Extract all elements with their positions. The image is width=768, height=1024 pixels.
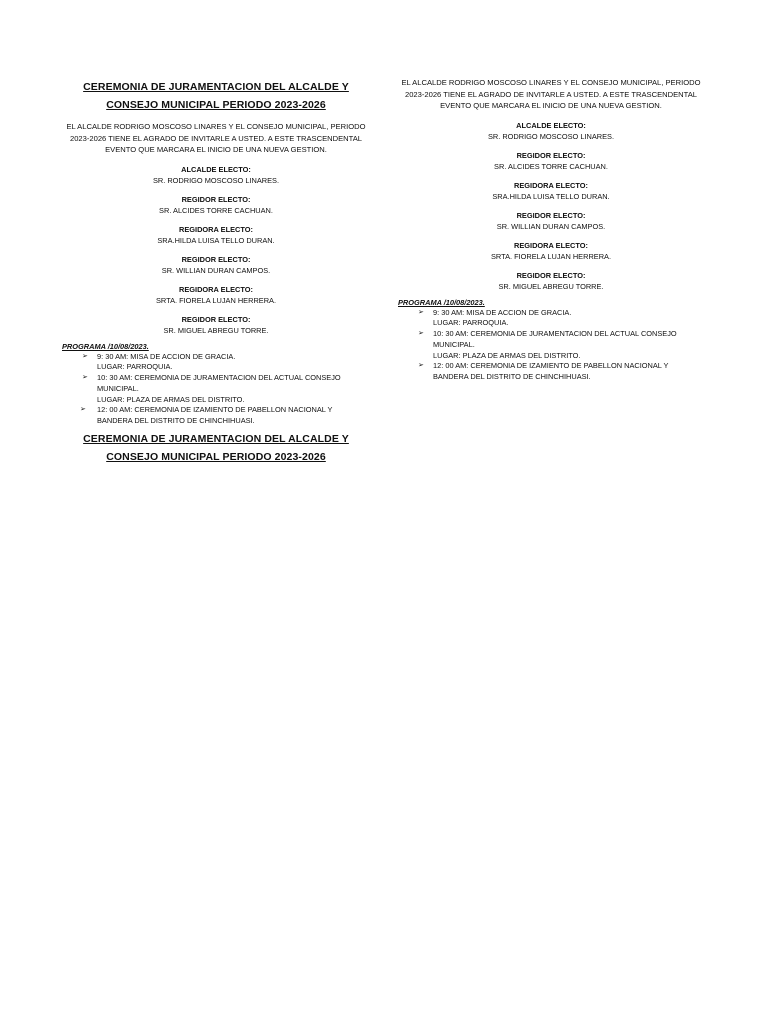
program-item-text-cont: BANDERA DEL DISTRITO DE CHINCHIHUASI. (433, 372, 591, 382)
officer-name: SRA.HILDA LUISA TELLO DURAN. (157, 235, 275, 245)
footer-title-line-2: CONSEJO MUNICIPAL PERIODO 2023-2026 (106, 451, 326, 464)
officer-regidor-3 (398, 270, 704, 292)
program-list (398, 308, 704, 384)
officer-regidora-1 (62, 224, 370, 246)
officer-role: REGIDORA ELECTO: (179, 284, 253, 294)
list-item (398, 308, 704, 330)
program-item-location: LUGAR: PLAZA DE ARMAS DEL DISTRITO. (97, 394, 245, 404)
officer-name: SR. RODRIGO MOSCOSO LINARES. (487, 131, 615, 141)
officer-alcalde (398, 120, 704, 142)
officer-regidora-1 (398, 180, 704, 202)
title-line-2: CONSEJO MUNICIPAL PERIODO 2023-2026 (106, 99, 326, 111)
officer-role: REGIDOR ELECTO: (516, 150, 586, 160)
program-item-text: 10: 30 AM: CEREMONIA DE JURAMENTACION DEL ACTUAL CONSEJO (97, 373, 341, 383)
officer-name: SR. ALCIDES TORRE CACHUAN. (494, 161, 608, 171)
list-item (62, 405, 370, 427)
officer-name: SR. ALCIDES TORRE CACHUAN. (159, 205, 273, 215)
intro-line-1: EL ALCALDE RODRIGO MOSCOSO LINARES Y EL CONSEJO MUNICIPAL, PERIODO (401, 78, 701, 87)
arrowhead-bullet-icon: ➢ (418, 362, 424, 370)
officer-role: REGIDOR ELECTO: (181, 194, 251, 204)
invitation-right-column (398, 0, 704, 383)
officer-role: REGIDORA ELECTO: (514, 180, 588, 190)
invitation-footer-title (62, 430, 370, 466)
program-item-location: LUGAR: PLAZA DE ARMAS DEL DISTRITO. (433, 350, 581, 360)
list-item (398, 329, 704, 361)
invitation-left-column (62, 0, 370, 466)
program-item-text: 10: 30 AM: CEREMONIA DE JURAMENTACION DEL ACTUAL CONSEJO (433, 329, 677, 339)
title-line-1: CEREMONIA DE JURAMENTACION DEL ALCALDE Y (83, 81, 349, 93)
list-item (62, 373, 370, 405)
officer-role: ALCALDE ELECTO: (181, 164, 251, 174)
program-heading: PROGRAMA /10/08/2023. (398, 297, 485, 307)
officer-regidor-1 (398, 150, 704, 172)
program-item-text-cont: MUNICIPAL. (97, 383, 139, 393)
officer-regidora-2 (62, 284, 370, 306)
officer-name: SRTA. FIORELA LUJAN HERRERA. (490, 251, 612, 261)
list-item (398, 361, 704, 383)
officer-name: SR. WILLIAN DURAN CAMPOS. (161, 265, 271, 275)
officer-regidor-3 (62, 314, 370, 336)
arrowhead-bullet-icon: ➢ (418, 308, 424, 316)
officer-name: SR. RODRIGO MOSCOSO LINARES. (152, 175, 280, 185)
program-item-text-cont: MUNICIPAL. (433, 339, 475, 349)
officer-role: REGIDOR ELECTO: (516, 270, 586, 280)
officer-role: REGIDORA ELECTO: (514, 240, 588, 250)
program-heading: PROGRAMA /10/08/2023. (62, 341, 149, 351)
officer-name: SR. MIGUEL ABREGU TORRE. (498, 281, 604, 291)
program-item-location: LUGAR: PARROQUIA. (97, 362, 173, 372)
program-item-text: 9: 30 AM: MISA DE ACCION DE GRACIA. (97, 351, 236, 361)
officer-regidor-2 (62, 254, 370, 276)
officer-role: REGIDOR ELECTO: (181, 314, 251, 324)
invitation-title (62, 78, 370, 114)
officer-role: ALCALDE ELECTO: (516, 120, 586, 130)
officer-name: SRA.HILDA LUISA TELLO DURAN. (492, 191, 610, 201)
invitation-intro (62, 121, 370, 156)
officer-regidor-2 (398, 210, 704, 232)
officer-role: REGIDOR ELECTO: (181, 254, 251, 264)
intro-line-2: 2023-2026 TIENE EL AGRADO DE INVITARLE A USTED. A ESTE TRASCENDENTAL (404, 89, 698, 99)
intro-line-2: 2023-2026 TIENE EL AGRADO DE INVITARLE A USTED. A ESTE TRASCENDENTAL (69, 133, 363, 143)
program-item-text: 9: 30 AM: MISA DE ACCION DE GRACIA. (433, 307, 572, 317)
list-item (62, 352, 370, 374)
footer-title-line-1: CEREMONIA DE JURAMENTACION DEL ALCALDE Y (83, 433, 349, 446)
intro-line-3: EVENTO QUE MARCARA EL INICIO DE UNA NUEVA GESTION. (105, 145, 327, 154)
officer-regidora-2 (398, 240, 704, 262)
program-item-text: 12: 00 AM: CEREMONIA DE IZAMIENTO DE PABELLON NACIONAL Y (97, 405, 333, 415)
officer-role: REGIDORA ELECTO: (179, 224, 253, 234)
arrowhead-bullet-icon: ➢ (82, 352, 88, 360)
officer-alcalde (62, 164, 370, 186)
officer-role: REGIDOR ELECTO: (516, 210, 586, 220)
arrowhead-bullet-icon: ➢ (82, 374, 88, 382)
officer-name: SR. MIGUEL ABREGU TORRE. (163, 325, 269, 335)
officer-regidor-1 (62, 194, 370, 216)
intro-line-1: EL ALCALDE RODRIGO MOSCOSO LINARES Y EL CONSEJO MUNICIPAL, PERIODO (66, 122, 366, 131)
program-item-text: 12: 00 AM: CEREMONIA DE IZAMIENTO DE PABELLON NACIONAL Y (433, 361, 669, 371)
intro-line-3: EVENTO QUE MARCARA EL INICIO DE UNA NUEVA GESTION. (440, 101, 662, 110)
arrowhead-bullet-icon: ➢ (80, 406, 86, 414)
officer-name: SRTA. FIORELA LUJAN HERRERA. (155, 295, 277, 305)
program-item-location: LUGAR: PARROQUIA. (433, 318, 509, 328)
invitation-intro (398, 77, 704, 112)
program-item-text-cont: BANDERA DEL DISTRITO DE CHINCHIHUASI. (97, 416, 255, 426)
arrowhead-bullet-icon: ➢ (418, 330, 424, 338)
program-list (62, 352, 370, 428)
officer-name: SR. WILLIAN DURAN CAMPOS. (496, 221, 606, 231)
